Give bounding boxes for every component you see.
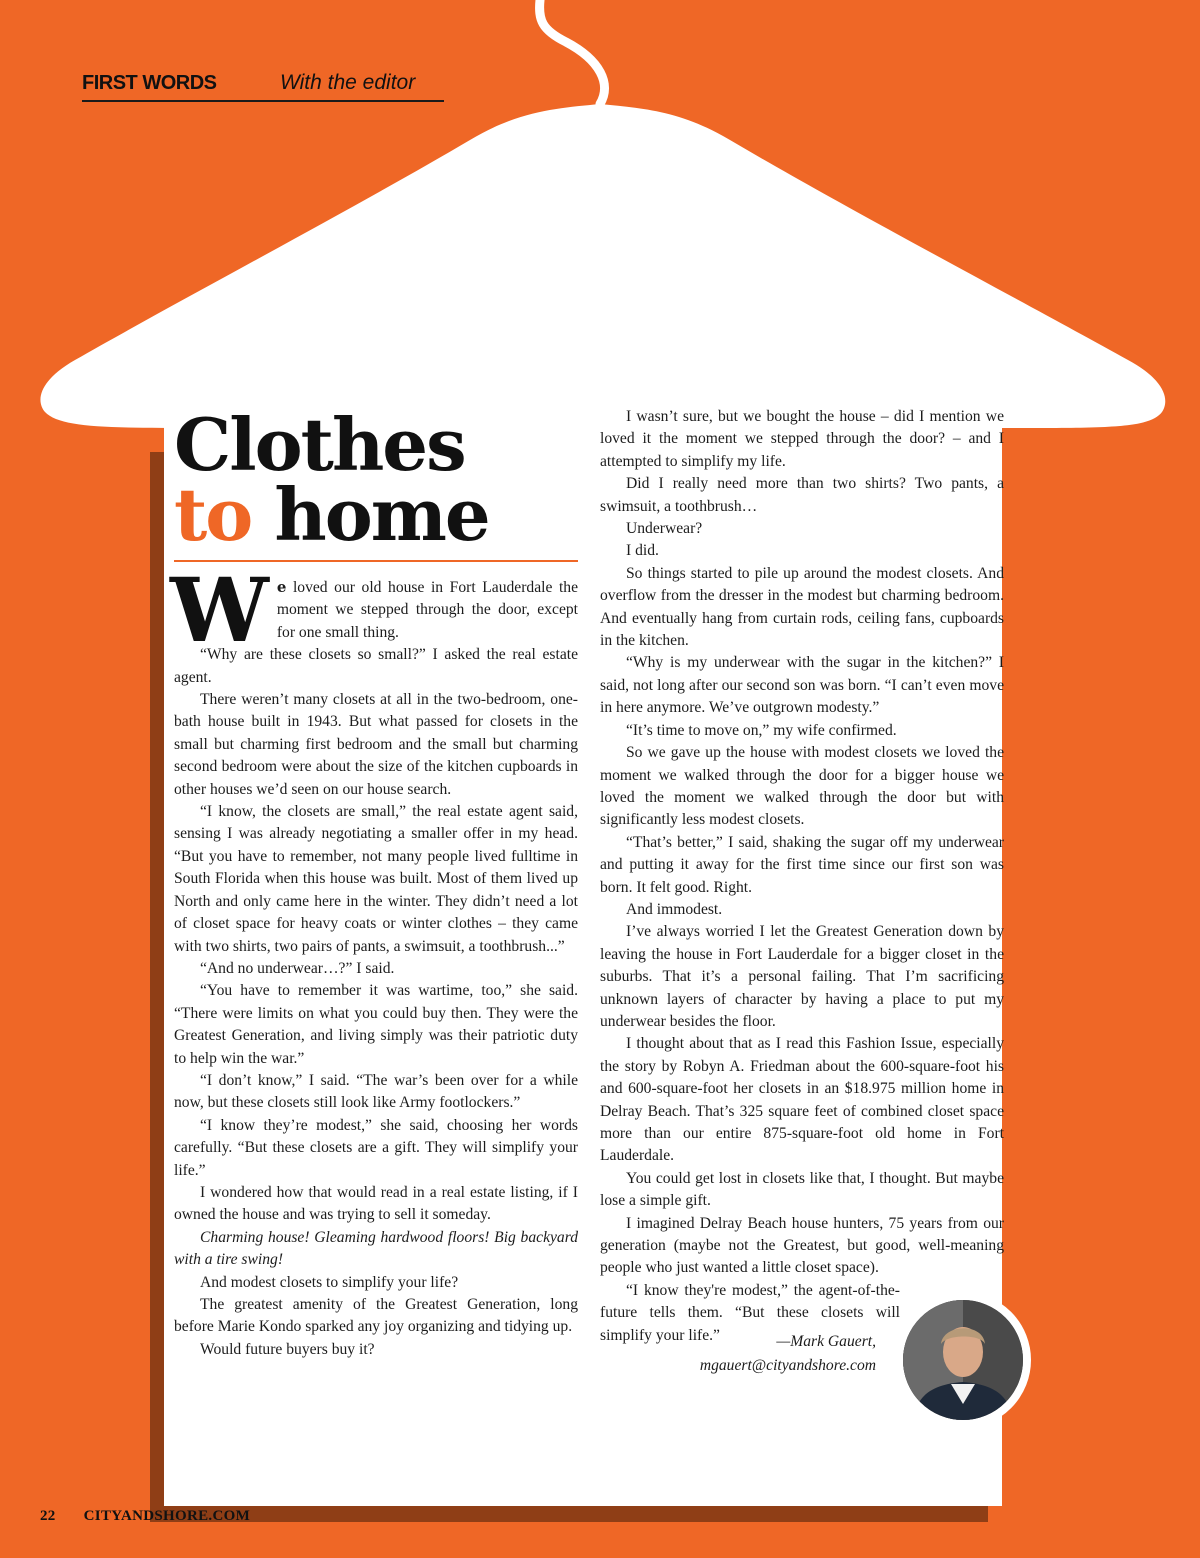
article-card [164, 402, 1002, 1506]
site-name: CITYANDSHORE.COM [83, 1508, 251, 1524]
signoff-email: mgauert@cityandshore.com [699, 1357, 876, 1374]
paragraph-text: loved our old house in Fort Lauderdale the moment we stepped through the door, except for one small thing. [276, 579, 578, 641]
paragraph: “I know they're modest,” the agent-of-the-future tells them. “But these closets will simplify your life.” [600, 1281, 900, 1344]
dropcap-rest: e [276, 578, 287, 596]
clothes-hanger-icon [0, 0, 1200, 430]
paragraph: Would future buyers buy it? [200, 1340, 375, 1358]
page-footer [40, 1508, 250, 1525]
paragraph: “Why are these closets so small?” I asked the real estate agent. [174, 646, 578, 686]
headline-accent: to [174, 472, 252, 557]
paragraph: I wasn’t sure, but we bought the house – did I mention we loved it the moment we stepped through the door? – and I attempted to simplify my life. [600, 408, 1004, 470]
paragraph: “You have to remember it was wartime, too,” she said. “There were limits on what you could buy then. They were the Greatest Generation, and living simply was their patriotic duty to help win the war.” [174, 982, 578, 1067]
paragraph: And modest closets to simplify your life? [200, 1273, 459, 1291]
author-portrait [895, 1292, 1031, 1428]
headline-line1: Clothes [174, 402, 465, 487]
paragraph: So things started to pile up around the modest closets. And overflow from the dresser in the modest but charming bedroom. And eventually hang from curtain rods, ceiling fans, cupboards in the kitchen. [600, 564, 1004, 650]
section-label [82, 70, 444, 102]
paragraph-italic: Charming house! Gleaming hardwood floors! Big backyard with a tire swing! [174, 1228, 578, 1269]
paragraph: “I know, the closets are small,” the real estate agent said, sensing I was already negotiating a smaller offer in my head. “But you have to remember, not many people lived fulltime in South Florida when this house was built. Most of them lived up North and only came here in the winter. They didn’t need a lot of closet space for heavy coats or winter clothes – they came with two shirts, two pairs of pants, a swimsuit, a toothbrush...” [174, 803, 578, 955]
paragraph: You could get lost in closets like that, I thought. But maybe lose a simple gift. [600, 1169, 1004, 1210]
paragraph: “I know they’re modest,” she said, choosing her words carefully. “But these closets are a gift. They will simplify your life.” [174, 1116, 578, 1179]
signoff-name: —Mark Gauert, [776, 1333, 876, 1350]
signoff [600, 1330, 876, 1378]
right-column [600, 406, 1004, 1347]
headline-line2: home [274, 472, 489, 557]
paragraph: “And no underwear…?” I said. [200, 959, 395, 977]
paragraph: “I don’t know,” I said. “The war’s been over for a while now, but these closets still look like Army footlockers.” [174, 1071, 578, 1112]
paragraph: “It’s time to move on,” my wife confirmed. [626, 721, 897, 739]
paragraph: “That’s better,” I said, shaking the sugar off my underwear and putting it away for the first time since our first son was born. It felt good. Right. [600, 833, 1004, 896]
paragraph: Did I really need more than two shirts? Two pants, a swimsuit, a toothbrush… [600, 475, 1004, 515]
paragraph: Underwear? [626, 520, 703, 538]
page-number: 22 [40, 1508, 56, 1524]
left-column [170, 402, 578, 1361]
paragraph: I did. [626, 542, 659, 560]
paragraph: There weren’t many closets at all in the two-bedroom, one-bath house built in 1943. But what passed for closets in the small but charming first bedroom and the small but charming second bedroom were about the size of the kitchen cupboards in other houses we’d seen on our house search. [174, 691, 578, 798]
paragraph: “Why is my underwear with the sugar in the kitchen?” I said, not long after our second son was born. “I can’t even move in here anymore. We’ve outgrown modesty.” [600, 654, 1004, 717]
paragraph: So we gave up the house with modest closets we loved the moment we walked through the door for a bigger house we loved the moment we walked through the door but with significantly less modest closets. [600, 744, 1004, 829]
headline [174, 402, 578, 557]
paragraph: I imagined Delray Beach house hunters, 75 years from our generation (maybe not the Greatest, but good, well-meaning people who just wanted a little closet space). [600, 1214, 1004, 1277]
paragraph: The greatest amenity of the Greatest Generation, long before Marie Kondo sparked any joy organizing and tidying up. [174, 1296, 578, 1336]
paragraph: I wondered how that would read in a real estate listing, if I owned the house and was trying to sell it someday. [174, 1183, 578, 1224]
section-subtitle: With the editor [280, 71, 416, 94]
section-name: FIRST WORDS [82, 72, 217, 94]
paragraph: And immodest. [626, 900, 723, 918]
paragraph: I thought about that as I read this Fashion Issue, especially the story by Robyn A. Friedman about the 600-square-foot his and 600-square-foot her closets in an $18.975 million home in Delray Beach. That’s 325 square feet of combined closet space more than our entire 875-square-foot old home in Fort Lauderdale. [600, 1035, 1004, 1165]
paragraph [170, 558, 578, 662]
paragraph: I’ve always worried I let the Greatest Generation down by leaving the house in Fort Lauderdale for a bigger closet in the suburbs. That it’s a personal failing. That I’m sacrificing unknown layers of character by having a place to put my underwear besides the floor. [600, 923, 1004, 1030]
portrait-illustration [903, 1300, 1023, 1420]
dropcap: W [170, 558, 269, 662]
